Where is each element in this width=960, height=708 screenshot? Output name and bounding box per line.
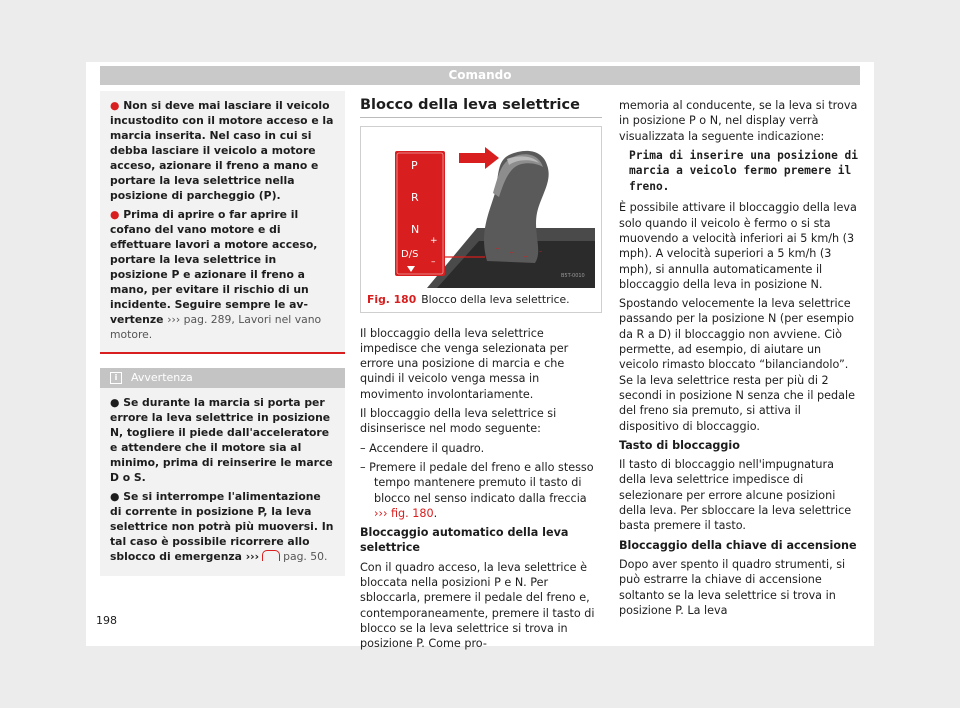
middle-column [360, 98, 602, 656]
display-message: Prima di inserire una posizione di marcia a veicolo fermo premere il freno. [629, 148, 859, 193]
list-item: – Accendere il quadro. [360, 441, 485, 455]
figure [360, 126, 602, 312]
paragraph: Il bloccaggio della leva selettrice si disinserisce nel modo seguente: [360, 407, 557, 436]
note-header [100, 368, 345, 388]
warning-item: ● Prima di aprire o far aprire il cofano del vano motore e di effettuare lavori a motore acceso, portare la leva selettrice in posizione P e azionare il freno a mano, per evitare il rischio di un incidente. Seguire sempre le avvertenze ››› pag. 289, Lavori nel vano motore. [110, 208, 322, 341]
paragraph: Dopo aver spento il quadro strumenti, si può estrarre la chiave di accensione soltanto se la leva selettrice si trova in posizione P. La leva [619, 557, 846, 617]
paragraph: È possibile attivare il bloccaggio della leva solo quando il veicolo è fermo o si sta muovendo a velocità inferiori ai 5 km/h (3 mph). A velocità superiori a 5 km/h (3 mph), si annulla automaticamente il bloccaggio della leva in posizione N. [619, 201, 857, 291]
note-title: Avvertenza [131, 371, 193, 384]
svg-text:–: – [539, 248, 542, 256]
tiptronic-minus-label: – [431, 257, 436, 268]
figure-caption: Fig. 180 Blocco della leva selettrice. [367, 293, 570, 307]
warning-box [100, 91, 345, 354]
bullet-icon: ● [110, 490, 120, 503]
right-column [619, 98, 861, 622]
note-item: ● Se si interrompe l'alimentazione di corrente in posizione P, la leva selettrice non potrà più muoversi. In tal caso è possibile ricorrere allo sblocco di emergenza ››› pag. 50. [110, 490, 334, 563]
position-r-label: R [411, 191, 419, 205]
page-number: 198 [96, 614, 117, 627]
note-item: ● Se durante la marcia si porta per errore la leva selettrice in posizione N, togliere il piede dall'acceleratore e attendere che il motore sia al minimo, prima di reinserire le marce D o S. [110, 396, 333, 484]
page-header: Comando [100, 66, 860, 85]
subheading: Bloccaggio automatico della leva selettrice [360, 526, 569, 555]
figure-label: Fig. 180 [367, 293, 417, 307]
page-reference-link[interactable]: ››› pag. 289, Lavori nel vano motore. [110, 313, 322, 341]
svg-text:+: + [523, 254, 529, 262]
subheading: Tasto di bloccaggio [619, 438, 740, 452]
section-title: Blocco della leva selettrice [360, 98, 602, 118]
warning-item: ● Non si deve mai lasciare il veicolo incustodito con il motore acceso e la marcia inserita. Nel caso in cui si debba lasciare il veicolo a motore acceso, azionare il freno a mano e portare la leva selettrice nella posizione di parcheggio (P). [110, 99, 334, 202]
note-body [100, 388, 345, 576]
position-p-label: P [411, 159, 418, 173]
paragraph: Spostando velocemente la leva selettrice passando per la posizione N (per esempio da R a D) il bloccaggio non avviene. Ciò permette, ad esempio, di aiutare un veicolo rimasto bloccato “bilanciandolo”. Se la leva selettrice resta per più di 2 secondi in posizione N senza che il pedale del freno sia premuto, si attiva il dispositivo di bloccaggio. [619, 297, 855, 433]
info-icon: i [110, 372, 122, 384]
paragraph: memoria al conducente, se la leva si trova in posizione P o N, nel display verrà visualizzata la seguente indicazione: [619, 99, 858, 143]
book-icon [262, 550, 280, 561]
svg-text:+: + [509, 250, 515, 258]
gear-selector-illustration [367, 133, 595, 288]
position-n-label: N [411, 223, 420, 237]
reference-arrows: ››› [245, 550, 260, 563]
paragraph: Il bloccaggio della leva selettrice impedisce che venga selezionata per errore una posizione di marcia e che quindi il veicolo venga messa in movimento involontariamente. [360, 326, 569, 401]
figure-code: B5T-0010 [561, 273, 585, 280]
note-box [100, 368, 345, 576]
bullet-icon: ● [110, 99, 120, 112]
bullet-icon: ● [110, 208, 120, 221]
bullet-icon: ● [110, 396, 120, 409]
paragraph: Con il quadro acceso, la leva selettrice è bloccata nella posizioni P e N. Per sbloccarla, premere il pedale del freno e, contemporaneamente, premere il tasto di blocco se la leva selettrice si trova in posizione P. Come pro- [360, 560, 595, 651]
svg-text:+: + [495, 246, 501, 254]
page-reference-link[interactable]: pag. 50. [283, 550, 328, 563]
figure-reference-link[interactable]: ››› fig. 180 [374, 506, 434, 520]
position-ds-label: D/S [401, 249, 419, 261]
list-item: – Premere il pedale del freno e allo stesso tempo mantenere premuto il tasto di blocco nel senso indicato dalla freccia ››› fig. 180. [360, 460, 594, 520]
tiptronic-plus-label: + [430, 236, 438, 247]
subheading: Bloccaggio della chiave di accensione [619, 538, 857, 552]
paragraph: Il tasto di bloccaggio nell'impugnatura della leva selettrice impedisce di selezionare per errore alcune posizioni della leva. Per sbloccare la leva selettrice basta premere il tasto. [619, 458, 852, 533]
left-column [100, 91, 345, 576]
